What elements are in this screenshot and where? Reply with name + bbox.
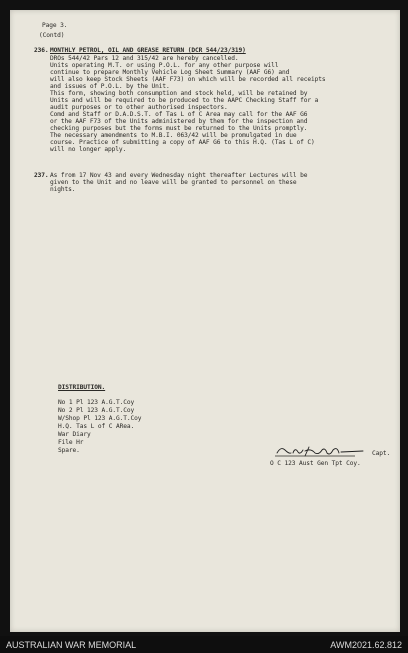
item-237-number: 237. (34, 172, 49, 179)
institution-name: AUSTRALIAN WAR MEMORIAL (6, 640, 137, 650)
distribution-entry: H.Q. Tas L of C ARea. (58, 423, 135, 430)
item-236-line: audit purposes or to other authorised inspectors. (50, 104, 228, 111)
item-236-line: or the AAF F73 of the Units administered by them for the inspection and (50, 118, 308, 125)
signature-rank: Capt. (372, 450, 391, 457)
distribution-entry: No 2 Pl 123 A.G.T.Coy (58, 407, 135, 414)
item-236-line: course. Practice of submitting a copy of AAF G6 to this H.Q. (Tas L of C) (50, 139, 315, 146)
item-237-line: given to the Unit and no leave will be granted to personnel on these (50, 179, 297, 186)
distribution-entry: No 1 Pl 123 A.G.T.Coy (58, 399, 135, 406)
item-236-line: This form, showing both consumption and stock held, will be retained by (50, 90, 308, 97)
handwritten-signature (275, 444, 375, 458)
item-236-line: will also keep Stock Sheets (AAF F73) on which will be recorded all receipts (50, 76, 326, 83)
distribution-entry: W/Shop Pl 123 A.G.T.Coy (58, 415, 142, 422)
item-237-line: nights. (50, 186, 76, 193)
continued-label: (Contd) (39, 32, 65, 39)
item-237-line: As from 17 Nov 43 and every Wednesday night thereafter Lectures will be (50, 172, 308, 179)
distribution-entry: War Diary (58, 431, 91, 438)
item-236-number: 236. (34, 47, 49, 54)
item-236-line: Units and will be required to be produced to the AAPC Checking Staff for a (50, 97, 319, 104)
item-236-line: checking purposes but the forms must be returned to the Units promptly. (50, 125, 308, 132)
item-236-line: and issues of P.O.L. by the Unit. (50, 83, 170, 90)
item-236-line: will no longer apply. (50, 146, 127, 153)
distribution-entry: File Hr (58, 439, 84, 446)
item-236-line: DROs 544/42 Pars 12 and 315/42 are hereby cancelled. (50, 55, 239, 62)
distribution-entry: Spare. (58, 447, 80, 454)
item-236-line: Comd and Staff or D.A.D.S.T. of Tas L of C Area may call for the AAF G6 (50, 111, 308, 118)
item-236-heading: MONTHLY PETROL, OIL AND GREASE RETURN (DCR 544/23/319) (50, 47, 246, 54)
document-page (10, 10, 400, 632)
page-number: Page 3. (42, 22, 68, 29)
archive-footer (0, 636, 408, 653)
item-236-line: continue to prepare Monthly Vehicle Log Sheet Summary (AAF G6) and (50, 69, 290, 76)
signature-unit: O C 123 Aust Gen Tpt Coy. (270, 460, 361, 467)
distribution-title: DISTRIBUTION. (58, 384, 106, 391)
item-236-line: Units operating M.T. or using P.O.L. for any other purpose will (50, 62, 279, 69)
item-236-line: The necessary amendments to M.B.I. 063/42 will be promulgated in due (50, 132, 297, 139)
accession-number: AWM2021.62.812 (330, 640, 402, 650)
